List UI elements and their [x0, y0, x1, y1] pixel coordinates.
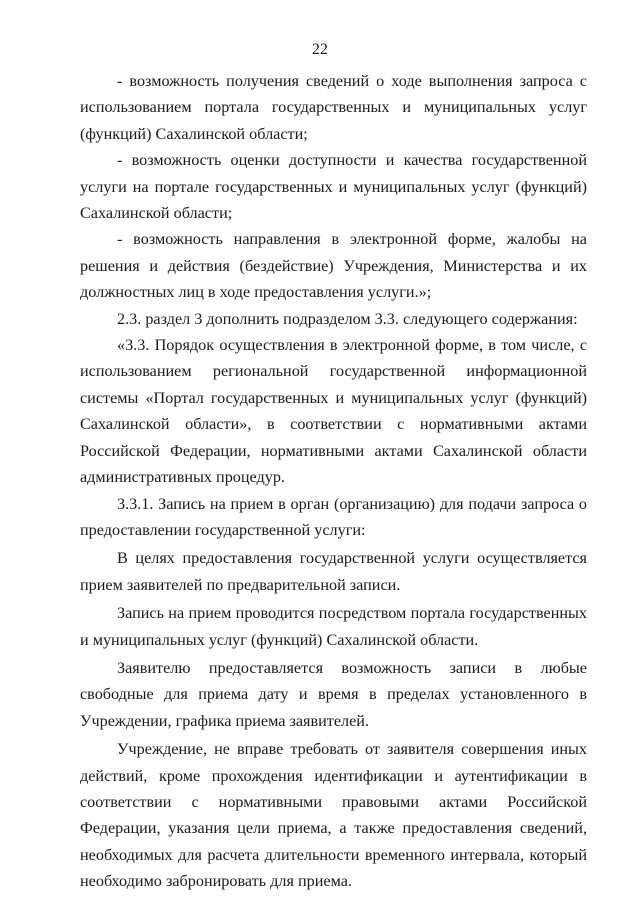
paragraph-2: - возможность оценки доступности и качества государственной услуги на портале государственных и муниципальных услуг (функций) Сахалинской области;: [80, 151, 587, 223]
paragraph-5: «3.3. Порядок осуществления в электронной форме, в том числе, с использованием региональной государственной информационной системы «Портал государственных и муниципальных услуг (функций) Сахалинской области», в соответствии с нормативными актами Российской Федерации, нормативными актами Сахалинской области административных процедур.: [80, 336, 587, 487]
paragraph-6: 3.3.1. Запись на прием в орган (организацию) для подачи запроса о предоставлении государственной услуги:: [80, 494, 587, 539]
paragraph-1: - возможность получения сведений о ходе выполнения запроса с использованием портала государственных и муниципальных услуг (функций) Сахалинской области;: [80, 72, 587, 143]
paragraph-8: Запись на прием проводится посредством портала государственных и муниципальных услуг (функций) Сахалинской области.: [80, 604, 587, 649]
paragraph-9: Заявителю предоставляется возможность записи в любые свободные для приема дату и время в пределах установленного в Учреждении, графика приема заявителей.: [80, 658, 587, 730]
paragraph-7: В целях предоставления государственной услуги осуществляется прием заявителей по предварительной записи.: [80, 549, 587, 594]
paragraph-3: - возможность направления в электронной форме, жалобы на решения и действия (бездействие) Учреждения, Министерства и их должностных лиц в ходе предоставления услуги.»;: [80, 230, 587, 302]
paragraph-10: Учреждение, не вправе требовать от заявителя совершения иных действий, кроме прохождения идентификации и аутентификации в соответствии с нормативными правовыми актами Российской Федерации, указания цели приема, а также предоставления сведений, необходимых для расчета длительности временного интервала, который необходимо забронировать для приема.: [80, 740, 587, 891]
page-number: 22: [312, 41, 328, 58]
document-body: [80, 68, 587, 895]
paragraph-4: 2.3. раздел 3 дополнить подразделом 3.3. следующего содержания:: [117, 309, 578, 328]
